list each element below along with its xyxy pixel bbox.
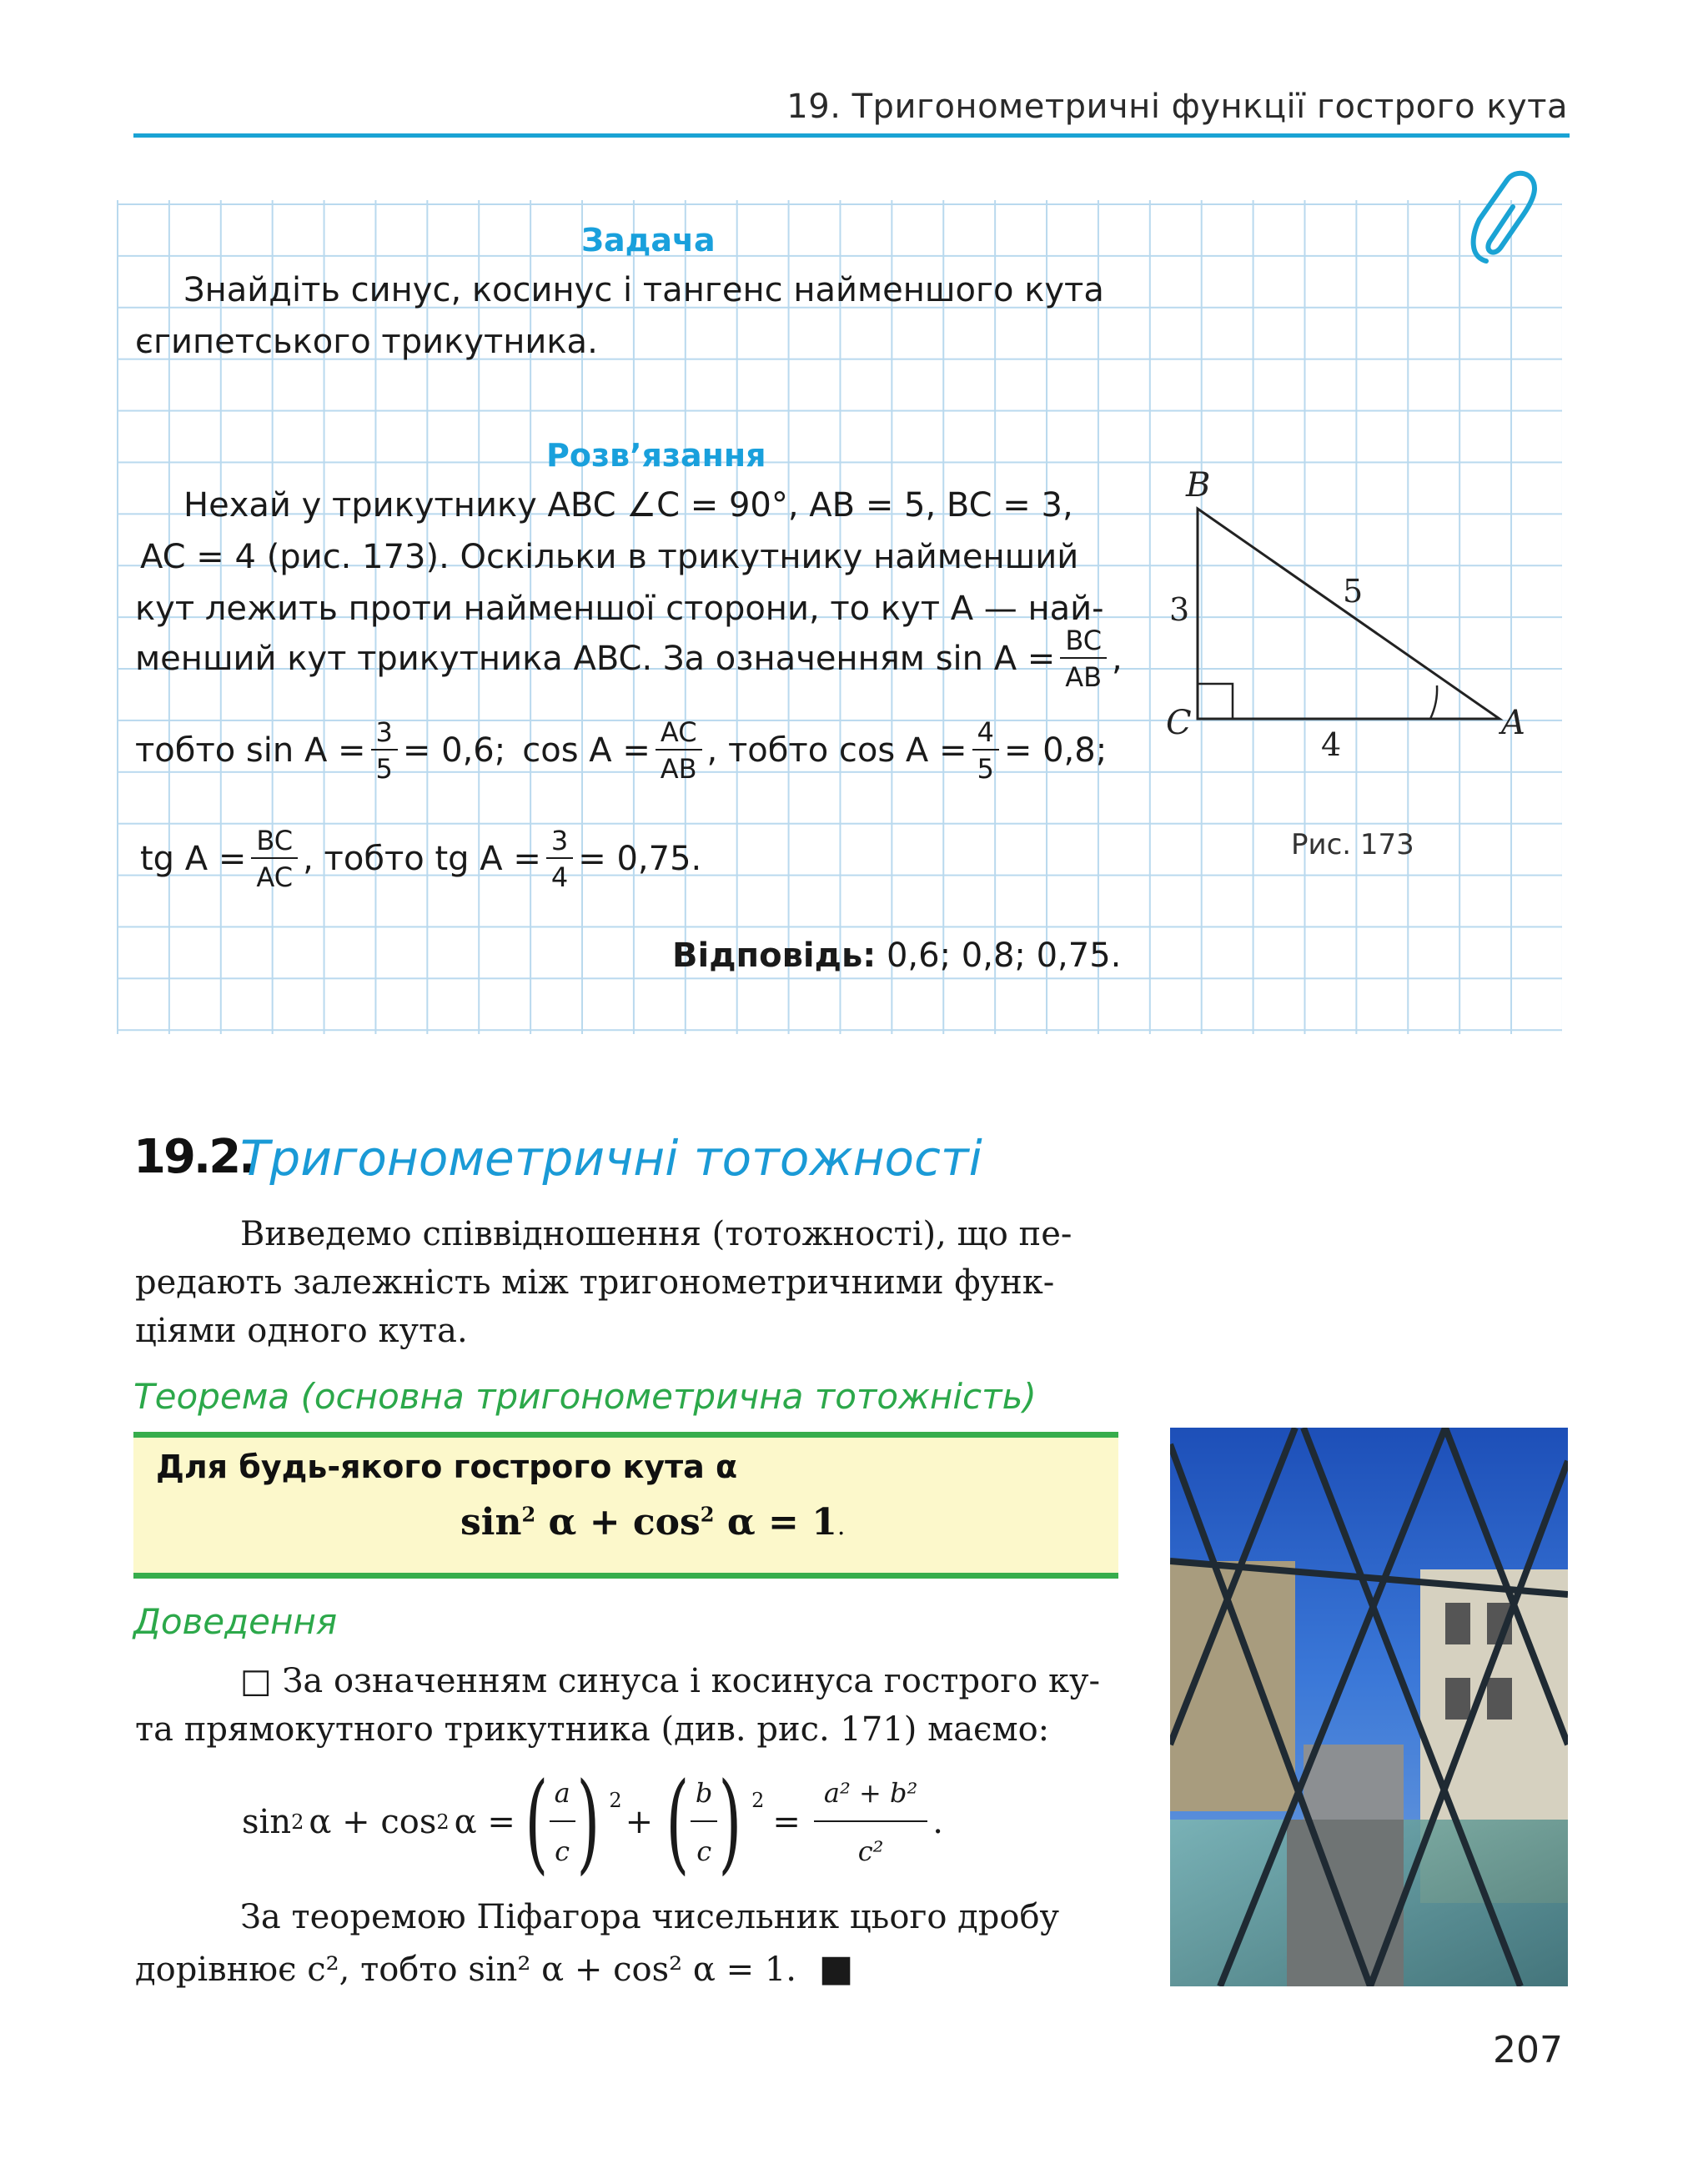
formula-end: α = 1	[726, 1501, 837, 1544]
fraction-denominator: AB	[1065, 661, 1103, 693]
answer-label: Відповідь:	[672, 936, 877, 975]
eq-exponent: 2	[436, 1810, 450, 1834]
right-angle-mark	[1198, 684, 1233, 719]
eq-dot: .	[932, 1803, 943, 1841]
proof-line1: □ За означенням синуса і косинуса гострого ку-	[240, 1662, 1100, 1700]
section-number: 19.2.	[133, 1130, 254, 1184]
side-label-bc: 3	[1169, 591, 1190, 628]
right-paren: )	[576, 1759, 600, 1885]
fraction-numerator: BC	[1060, 627, 1107, 659]
answer-line	[672, 936, 1122, 975]
formula-dot: .	[836, 1512, 846, 1541]
fraction-denominator: AB	[660, 753, 697, 785]
fraction-bc-ab	[1060, 625, 1107, 693]
intro-line3: ціями одного кута.	[135, 1312, 468, 1350]
eq-exponent: 2	[609, 1789, 622, 1812]
right-paren: )	[718, 1759, 742, 1885]
sin-eq-text: тобто sin A =	[135, 731, 366, 770]
triangle-figure	[1151, 459, 1535, 792]
theorem-statement: Для будь-якого гострого кута α	[156, 1448, 738, 1485]
theorem-title: Теорема (основна тригонометрична тотожність)	[133, 1376, 1037, 1417]
answer-value: 0,6; 0,8; 0,75.	[886, 936, 1122, 975]
fraction-numerator: a² + b²	[814, 1769, 927, 1822]
fraction-numerator: AC	[656, 719, 702, 751]
problem-title: Задача	[581, 222, 716, 259]
fraction-denominator: 5	[977, 753, 994, 785]
solution-title: Розв’язання	[546, 437, 766, 474]
solution-line6	[140, 827, 701, 891]
fraction-bc-ac	[251, 827, 298, 891]
fraction-denominator: c²	[857, 1835, 884, 1867]
proof-line3: За теоремою Піфагора чисельник цього дробу	[240, 1898, 1060, 1936]
proof-line4-text: дорівнює c², тобто sin² α + cos² α = 1.	[135, 1951, 796, 1989]
proof-line4	[135, 1945, 853, 1994]
fraction-denominator: 5	[375, 753, 393, 785]
fraction-3-5	[371, 716, 398, 785]
eq-sin: sin	[242, 1803, 292, 1841]
tg-value-text: = 0,75.	[578, 840, 702, 878]
fraction-sum-over-c2	[814, 1769, 927, 1875]
cos-eq-text: , тобто cos A =	[706, 731, 967, 770]
end-of-proof-mark: ■	[818, 1947, 854, 1990]
proof-title: Доведення	[133, 1601, 338, 1642]
eq-plus: +	[625, 1803, 654, 1841]
formula-middle: α + cos	[548, 1501, 701, 1544]
eq-exponent: 2	[291, 1810, 304, 1834]
proof-equation	[242, 1759, 943, 1885]
side-label-ca: 4	[1321, 726, 1342, 763]
formula-exponent: 2	[700, 1502, 715, 1527]
vertex-label-c: C	[1166, 704, 1192, 742]
tg-eq-text: , тобто tg A =	[303, 840, 541, 878]
solution-line5	[135, 716, 1108, 785]
solution-line3: кут лежить проти найменшої сторони, то кут A — най-	[135, 590, 1104, 628]
fraction-4-5	[972, 716, 999, 785]
fraction-numerator: b	[691, 1769, 717, 1822]
problem-text-line2: єгипетського трикутника.	[135, 323, 598, 361]
eq-equals: =	[772, 1803, 801, 1841]
page-number: 207	[1493, 2029, 1563, 2071]
running-head: 19. Тригонометричні функції гострого кута	[786, 88, 1568, 126]
figure-caption: Рис. 173	[1291, 828, 1414, 861]
fraction-denominator: AC	[256, 861, 294, 893]
vertex-label-b: B	[1186, 466, 1211, 505]
eq-middle: α + cos	[309, 1803, 437, 1841]
solution-line4	[135, 625, 1123, 693]
fraction-denominator: c	[555, 1835, 570, 1867]
tg-def-text: tg A =	[140, 840, 247, 878]
intro-line1: Виведемо співвідношення (тотожності), що пе-	[240, 1215, 1073, 1253]
left-paren: (	[666, 1759, 690, 1885]
fraction-3-4	[546, 827, 573, 891]
eq-exponent: 2	[751, 1789, 765, 1812]
cos-value-text: = 0,8;	[1003, 731, 1108, 770]
problem-text-line1: Знайдіть синус, косинус і тангенс найменшого кута	[183, 271, 1104, 309]
vertex-label-a: A	[1501, 704, 1525, 742]
fraction-a-c	[550, 1769, 575, 1875]
section-title: Тригонометричні тотожності	[240, 1130, 982, 1187]
building-glass-facade-photo	[1170, 1428, 1568, 1986]
fraction-numerator: 3	[546, 827, 573, 859]
formula-sin: sin	[460, 1501, 522, 1544]
fraction-numerator: a	[550, 1769, 575, 1822]
proof-line2: та прямокутного трикутника (див. рис. 171) маємо:	[135, 1710, 1050, 1749]
intro-line2: редають залежність між тригонометричними функ-	[135, 1263, 1055, 1302]
fraction-numerator: BC	[251, 827, 298, 859]
theorem-formula	[460, 1501, 845, 1544]
triangle-shape	[1198, 509, 1500, 719]
solution-line4-text: менший кут трикутника ABC. За означенням sin A =	[135, 640, 1056, 678]
solution-line4-comma: ,	[1112, 640, 1123, 678]
fraction-b-c	[691, 1769, 717, 1875]
paperclip-icon	[1461, 165, 1553, 274]
angle-a-arc	[1430, 685, 1437, 719]
side-label-ab: 5	[1343, 573, 1364, 610]
fraction-ac-ab	[656, 716, 702, 785]
fraction-numerator: 4	[972, 719, 999, 751]
fraction-denominator: c	[696, 1835, 712, 1867]
sin-value-text: = 0,6;	[402, 731, 506, 770]
fraction-denominator: 4	[550, 861, 569, 893]
header-rule	[133, 133, 1570, 138]
left-paren: (	[525, 1759, 549, 1885]
solution-line1: Нехай у трикутнику ABC ∠C = 90°, AB = 5, BC = 3,	[183, 486, 1073, 525]
solution-line2: AC = 4 (рис. 173). Оскільки в трикутнику найменший	[140, 538, 1079, 576]
eq-left-end: α =	[454, 1803, 515, 1841]
fraction-numerator: 3	[371, 719, 398, 751]
formula-exponent: 2	[521, 1502, 536, 1527]
cos-def-text: cos A =	[522, 731, 651, 770]
